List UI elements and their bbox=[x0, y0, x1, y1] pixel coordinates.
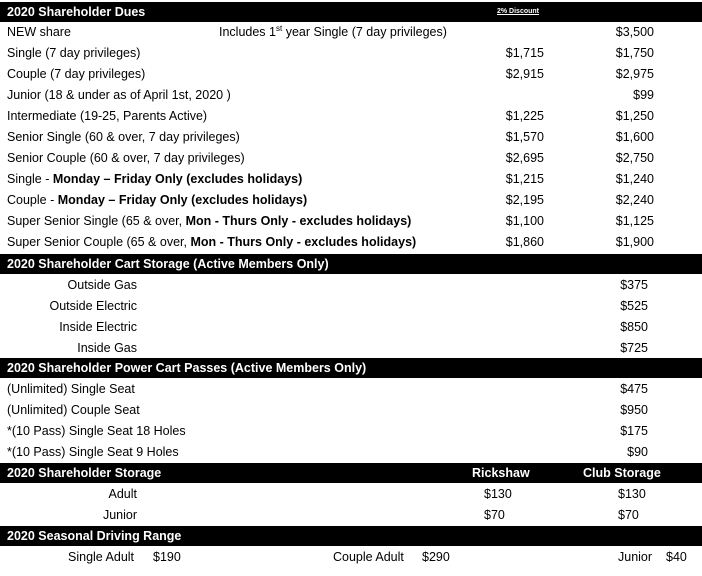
dues-row-price: $1,240 bbox=[615, 172, 654, 186]
power-cart-row bbox=[0, 421, 702, 442]
dues-row-discount: $1,860 bbox=[505, 235, 544, 249]
dues-row-price: $1,900 bbox=[615, 235, 654, 249]
storage-col-rickshaw: Rickshaw bbox=[472, 466, 530, 480]
dues-row-label bbox=[7, 211, 411, 232]
cart-storage-label: Outside Electric bbox=[49, 299, 137, 313]
new-share-label: NEW share bbox=[7, 25, 71, 39]
storage-col-club: Club Storage bbox=[583, 466, 661, 480]
dues-row-label bbox=[7, 169, 302, 190]
dues-section-header bbox=[0, 2, 702, 22]
dues-row-price: $2,240 bbox=[615, 193, 654, 207]
driving-couple-label: Couple Adult bbox=[333, 550, 404, 564]
dues-row bbox=[0, 211, 702, 232]
storage-rickshaw-price: $130 bbox=[484, 487, 512, 501]
dues-row bbox=[0, 190, 702, 211]
dues-row bbox=[0, 43, 702, 64]
dues-row-price: $99 bbox=[633, 88, 654, 102]
dues-row-price: $1,125 bbox=[615, 214, 654, 228]
dues-row bbox=[0, 127, 702, 148]
storage-label: Junior bbox=[102, 508, 137, 522]
dues-row-discount: $1,225 bbox=[505, 109, 544, 123]
cart-storage-price: $375 bbox=[620, 278, 648, 292]
cart-storage-section-header bbox=[0, 254, 702, 274]
dues-row bbox=[0, 106, 702, 127]
storage-row bbox=[0, 484, 702, 505]
dues-row-label: Couple (7 day privileges) bbox=[7, 67, 146, 81]
driving-range-title: 2020 Seasonal Driving Range bbox=[7, 529, 182, 543]
dues-row bbox=[0, 64, 702, 85]
power-cart-price: $90 bbox=[627, 445, 648, 459]
discount-column-header: 2% Discount bbox=[497, 8, 540, 15]
dues-row-discount: $1,100 bbox=[505, 214, 544, 228]
storage-club-price: $130 bbox=[618, 487, 646, 501]
cart-storage-title: 2020 Shareholder Cart Storage (Active Members Only) bbox=[7, 257, 329, 271]
dues-row-label: Senior Single (60 & over, 7 day privileges) bbox=[7, 130, 240, 144]
power-cart-row bbox=[0, 442, 702, 463]
power-cart-row bbox=[0, 379, 702, 400]
cart-storage-row bbox=[0, 275, 702, 296]
cart-storage-price: $725 bbox=[620, 341, 648, 355]
label-restriction: Monday – Friday Only (excludes holidays) bbox=[52, 172, 303, 186]
label-restriction: Monday – Friday Only (excludes holidays) bbox=[57, 193, 308, 207]
power-cart-label: *(10 Pass) Single Seat 9 Holes bbox=[7, 445, 179, 459]
driving-single-label: Single Adult bbox=[68, 550, 135, 564]
storage-label: Adult bbox=[108, 487, 137, 501]
power-cart-label: (Unlimited) Single Seat bbox=[7, 382, 135, 396]
dues-row-price: $1,750 bbox=[615, 46, 654, 60]
new-share-price: $3,500 bbox=[615, 25, 654, 39]
dues-row-price: $2,750 bbox=[615, 151, 654, 165]
dues-row-discount: $1,570 bbox=[505, 130, 544, 144]
storage-section-header bbox=[0, 463, 702, 483]
label-prefix: Super Senior Single (65 & over, bbox=[7, 214, 186, 228]
storage-rickshaw-price: $70 bbox=[484, 508, 505, 522]
dues-row-discount: $2,695 bbox=[505, 151, 544, 165]
label-restriction: Mon - Thurs Only - excludes holidays) bbox=[185, 214, 412, 228]
dues-row-discount: $2,915 bbox=[505, 67, 544, 81]
storage-club-price: $70 bbox=[618, 508, 639, 522]
cart-storage-label: Inside Electric bbox=[59, 320, 137, 334]
cart-storage-price: $525 bbox=[620, 299, 648, 313]
power-cart-price: $475 bbox=[620, 382, 648, 396]
dues-row-label: Intermediate (19-25, Parents Active) bbox=[7, 109, 208, 123]
label-restriction: Mon - Thurs Only - excludes holidays) bbox=[190, 235, 417, 249]
label-prefix: Couple - bbox=[7, 193, 58, 207]
power-cart-label: (Unlimited) Couple Seat bbox=[7, 403, 140, 417]
driving-couple-price: $290 bbox=[422, 550, 450, 564]
dues-row-label bbox=[7, 232, 416, 253]
dues-row bbox=[0, 169, 702, 190]
dues-row-price: $1,600 bbox=[615, 130, 654, 144]
driving-junior-price: $40 bbox=[666, 550, 687, 564]
dues-row-discount: $1,215 bbox=[505, 172, 544, 186]
cart-storage-price: $850 bbox=[620, 320, 648, 334]
power-cart-row bbox=[0, 400, 702, 421]
power-cart-section-header bbox=[0, 358, 702, 378]
dues-row-discount: $2,195 bbox=[505, 193, 544, 207]
storage-row bbox=[0, 505, 702, 526]
power-cart-price: $175 bbox=[620, 424, 648, 438]
dues-row-label: Single (7 day privileges) bbox=[7, 46, 141, 60]
dues-row-label bbox=[7, 190, 307, 211]
driving-single-price: $190 bbox=[153, 550, 181, 564]
dues-row bbox=[0, 85, 702, 106]
power-cart-label: *(10 Pass) Single Seat 18 Holes bbox=[7, 424, 186, 438]
power-cart-title: 2020 Shareholder Power Cart Passes (Active Members Only) bbox=[7, 361, 367, 375]
dues-row bbox=[0, 148, 702, 169]
driving-range-row bbox=[0, 547, 702, 568]
dues-title: 2020 Shareholder Dues bbox=[7, 5, 146, 19]
cart-storage-label: Outside Gas bbox=[67, 278, 137, 292]
cart-storage-row bbox=[0, 338, 702, 359]
dues-row-price: $2,975 bbox=[615, 67, 654, 81]
label-prefix: Super Senior Couple (65 & over, bbox=[7, 235, 191, 249]
new-share-row bbox=[0, 22, 702, 43]
dues-row-discount: $1,715 bbox=[505, 46, 544, 60]
label-prefix: Single - bbox=[7, 172, 53, 186]
driving-range-section-header bbox=[0, 526, 702, 546]
driving-junior-label: Junior bbox=[618, 550, 653, 564]
storage-title: 2020 Shareholder Storage bbox=[7, 466, 162, 480]
new-share-note: Includes 1st year Single (7 day privileges) bbox=[219, 23, 447, 39]
dues-row bbox=[0, 232, 702, 253]
cart-storage-label: Inside Gas bbox=[77, 341, 137, 355]
dues-row-label: Junior (18 & under as of April 1st, 2020 ) bbox=[7, 88, 231, 102]
cart-storage-row bbox=[0, 317, 702, 338]
cart-storage-row bbox=[0, 296, 702, 317]
power-cart-price: $950 bbox=[620, 403, 648, 417]
dues-row-price: $1,250 bbox=[615, 109, 654, 123]
dues-row-label: Senior Couple (60 & over, 7 day privileges) bbox=[7, 151, 245, 165]
